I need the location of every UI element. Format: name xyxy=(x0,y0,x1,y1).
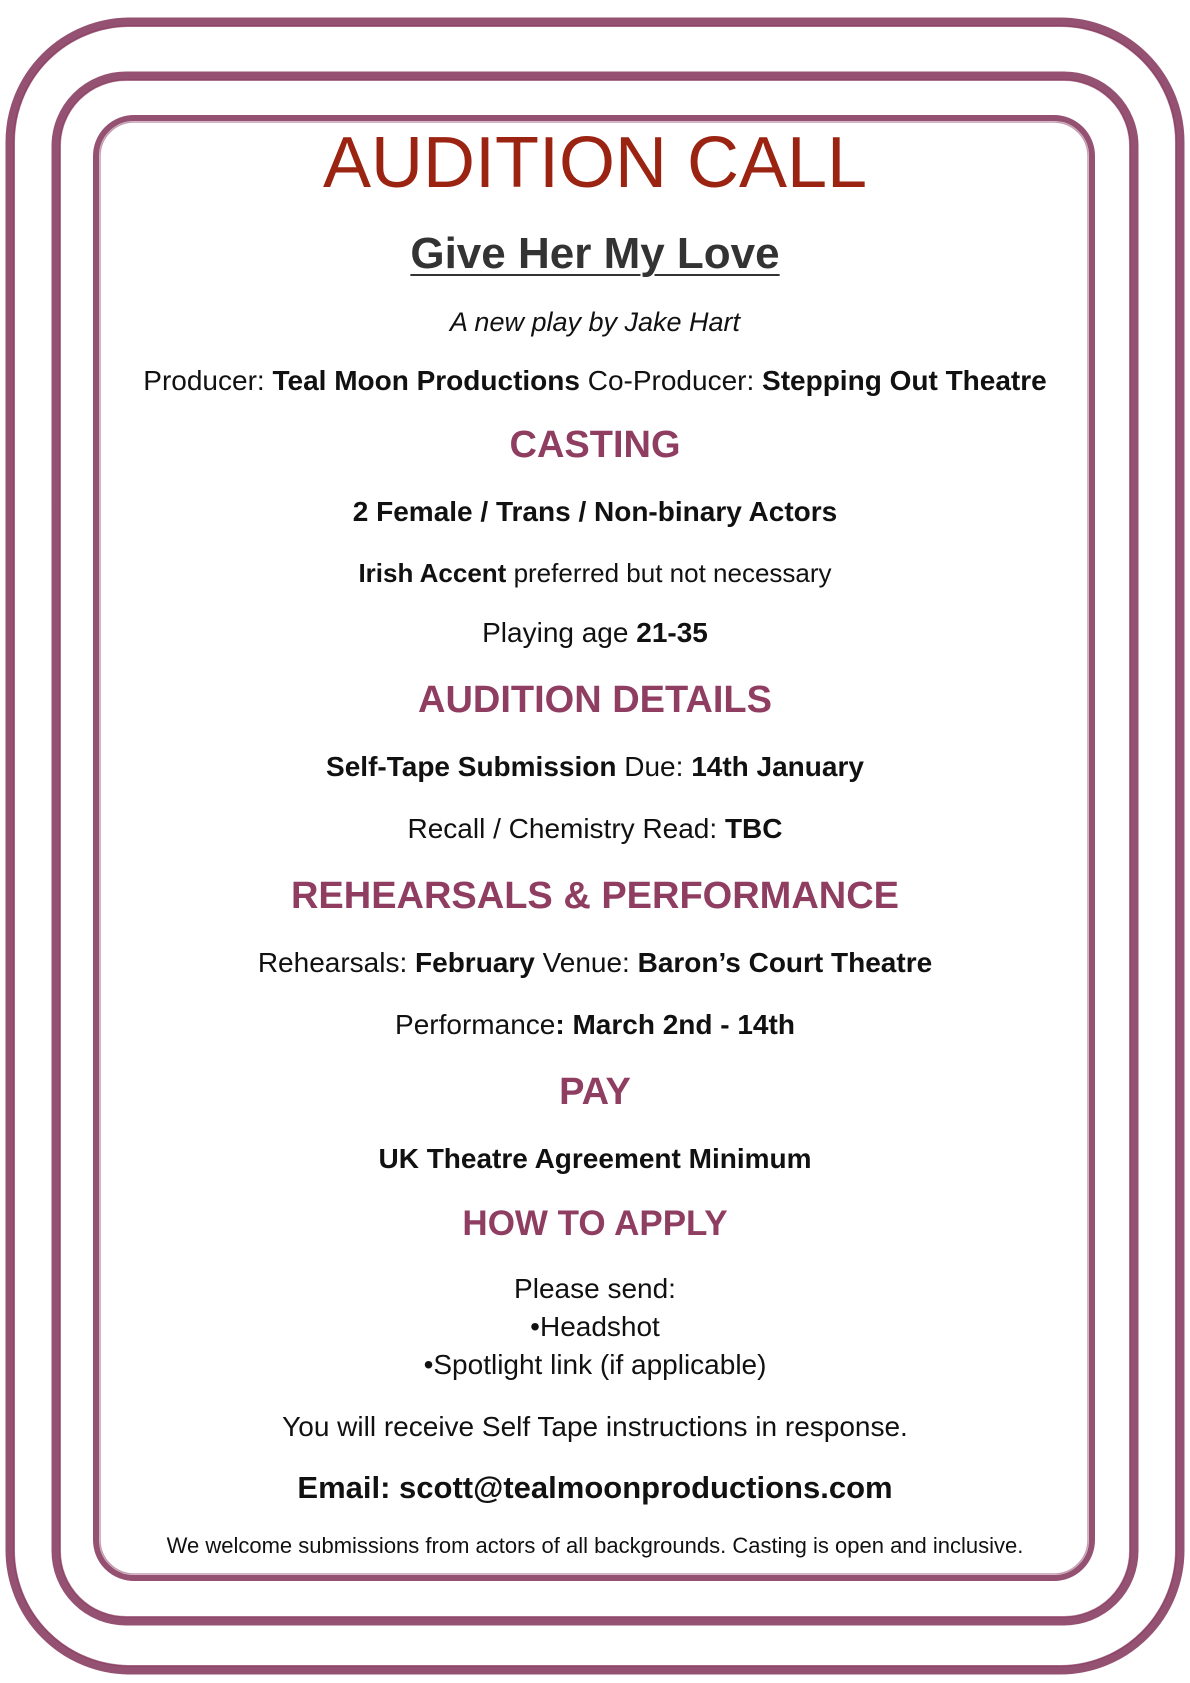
age-line xyxy=(110,614,1080,652)
accent-line xyxy=(110,555,1080,591)
apply-heading: HOW TO APPLY xyxy=(462,1204,728,1243)
rehearsals-line xyxy=(110,944,1080,982)
apply-intro: Please send: xyxy=(514,1273,676,1304)
casting-roles: 2 Female / Trans / Non-binary Actors xyxy=(352,496,838,527)
co-producer-label: Co-Producer: xyxy=(587,365,755,396)
performance-label: Performance xyxy=(395,1009,556,1040)
venue-value: Baron’s Court Theatre xyxy=(637,947,933,978)
submission-label: Self-Tape Submission xyxy=(326,751,617,782)
accent-rest: preferred but not necessary xyxy=(513,558,832,588)
recall-label: Recall / Chemistry Read: xyxy=(407,813,718,844)
age-label: Playing age xyxy=(482,617,629,648)
play-title: Give Her My Love xyxy=(410,229,780,278)
performance-value: : March 2nd - 14th xyxy=(555,1009,795,1040)
due-value: 14th January xyxy=(691,751,864,782)
producer-label: Producer: xyxy=(143,365,265,396)
list-item-spotlight: • Spotlight link (if applicable) xyxy=(424,1349,767,1380)
producer-line xyxy=(110,362,1080,400)
co-producer-name: Stepping Out Theatre xyxy=(762,365,1047,396)
apply-note: You will receive Self Tape instructions in response. xyxy=(282,1411,908,1442)
submission-line xyxy=(110,748,1080,786)
rehearsals-label: Rehearsals: xyxy=(257,947,408,978)
audition-heading: AUDITION DETAILS xyxy=(418,679,772,721)
inclusion-footnote: We welcome submissions from actors of all backgrounds. Casting is open and inclusive. xyxy=(166,1533,1024,1558)
list-item xyxy=(110,1346,1080,1384)
recall-value: TBC xyxy=(724,813,783,844)
casting-heading: CASTING xyxy=(509,424,681,466)
pay-value: UK Theatre Agreement Minimum xyxy=(378,1143,812,1174)
due-label: Due: xyxy=(624,751,684,782)
producer-name: Teal Moon Productions xyxy=(272,365,580,396)
pay-heading: PAY xyxy=(559,1071,631,1113)
rehearsals-value: February xyxy=(415,947,535,978)
performance-line xyxy=(110,1006,1080,1044)
contact-email[interactable]: Email: scott@tealmoonproductions.com xyxy=(297,1470,893,1505)
page-title: AUDITION CALL xyxy=(322,123,868,203)
age-value: 21-35 xyxy=(636,617,708,648)
rehearsals-heading: REHEARSALS & PERFORMANCE xyxy=(290,875,900,917)
list-item xyxy=(110,1308,1080,1346)
list-item-headshot: • Headshot xyxy=(530,1311,660,1342)
accent-bold: Irish Accent xyxy=(358,558,507,588)
venue-label: Venue: xyxy=(542,947,630,978)
byline: A new play by Jake Hart xyxy=(449,307,741,337)
poster-content xyxy=(110,0,1080,1683)
recall-line xyxy=(110,810,1080,848)
